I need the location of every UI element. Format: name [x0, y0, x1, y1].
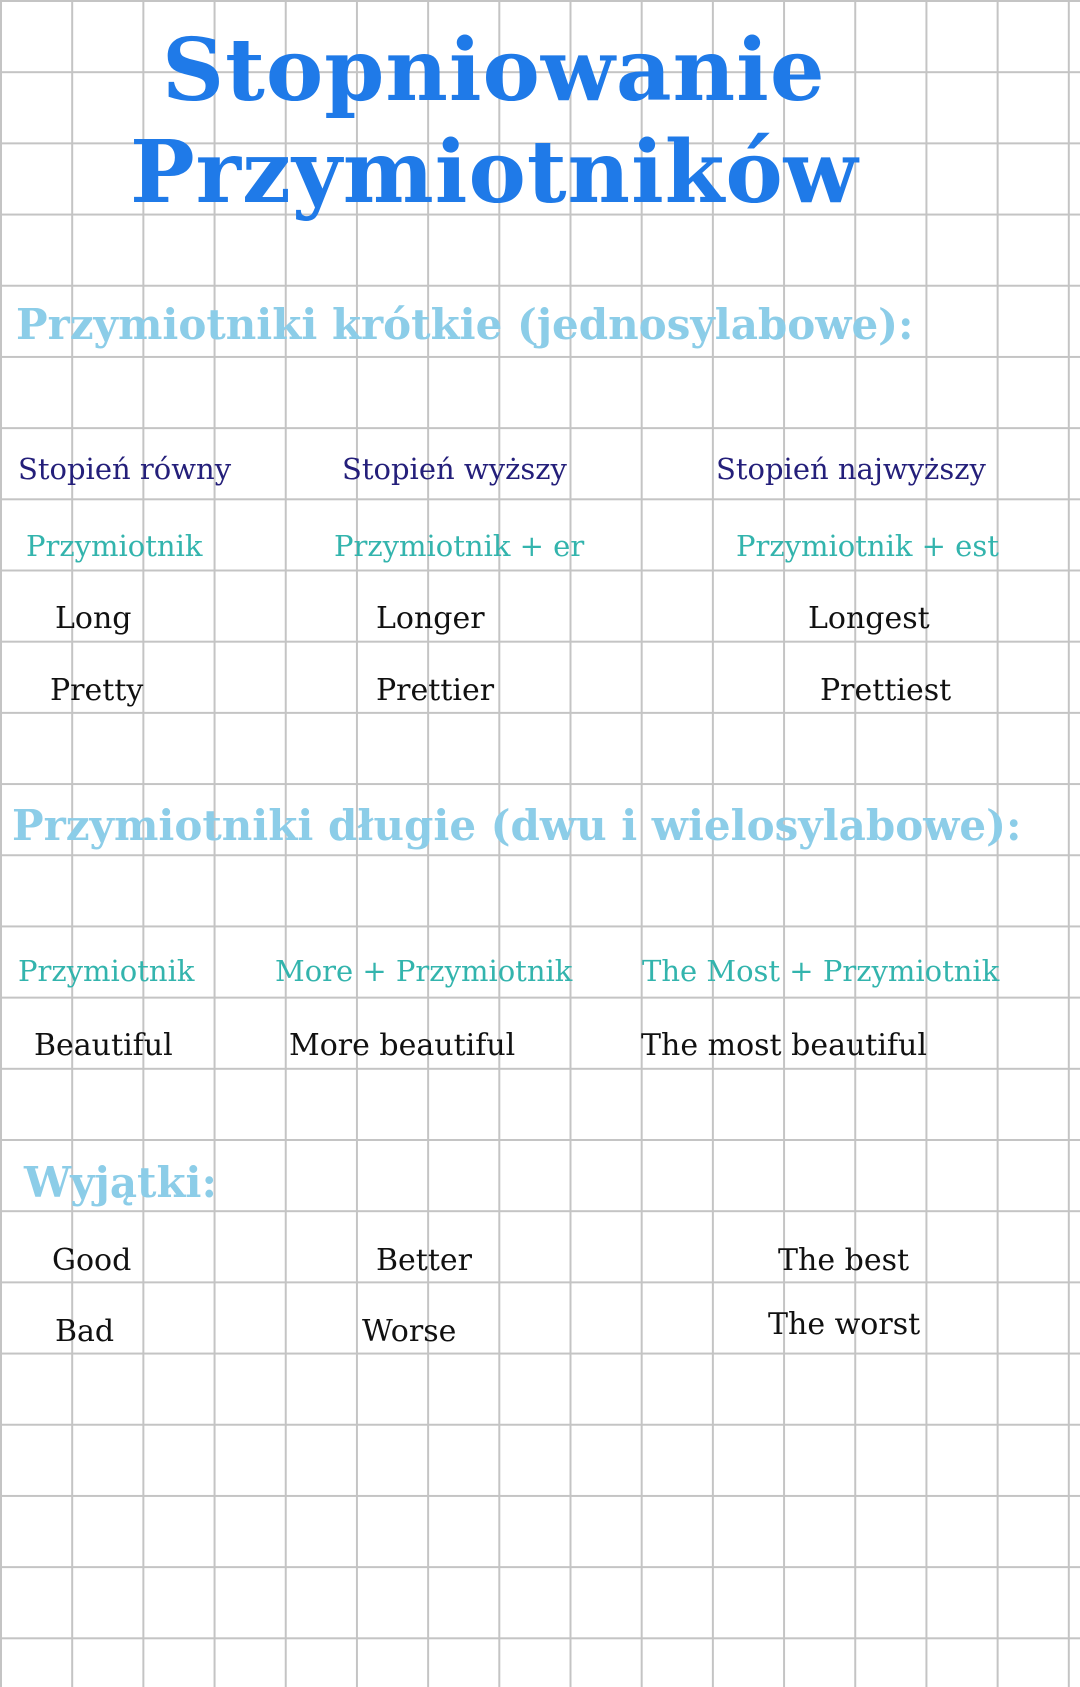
short-word-prettier: Prettier	[376, 673, 495, 708]
short-word-pretty: Pretty	[50, 673, 144, 708]
exception-word-worse: Worse	[362, 1314, 457, 1349]
long-rule-comparative: More + Przymiotnik	[275, 954, 573, 988]
exception-word-the-worst: The worst	[768, 1307, 921, 1342]
short-rule-superlative: Przymiotnik + est	[736, 529, 999, 563]
column-heading-comparative: Stopień wyższy	[342, 452, 567, 486]
short-rule-comparative: Przymiotnik + er	[334, 529, 585, 563]
short-word-prettiest: Prettiest	[820, 673, 952, 708]
page-title-line-2: Przymiotników	[130, 122, 859, 223]
long-rule-superlative: The Most + Przymiotnik	[642, 954, 1000, 988]
exceptions-heading: Wyjątki:	[24, 1158, 218, 1207]
short-rule-positive: Przymiotnik	[26, 529, 203, 563]
long-rule-positive: Przymiotnik	[18, 954, 195, 988]
long-word-most-beautiful: The most beautiful	[641, 1028, 927, 1063]
exception-word-better: Better	[376, 1243, 473, 1278]
column-heading-positive: Stopień równy	[18, 452, 232, 486]
long-word-beautiful: Beautiful	[34, 1028, 173, 1063]
short-word-longest: Longest	[808, 601, 930, 636]
short-word-longer: Longer	[376, 601, 485, 636]
long-adjectives-heading: Przymiotniki długie (dwu i wielosylabowe):	[12, 801, 1022, 850]
exception-word-the-best: The best	[778, 1243, 910, 1278]
long-word-more-beautiful: More beautiful	[289, 1028, 516, 1063]
short-adjectives-heading: Przymiotniki krótkie (jednosylabowe):	[16, 300, 914, 349]
exception-word-good: Good	[52, 1243, 132, 1278]
column-heading-superlative: Stopień najwyższy	[716, 452, 986, 486]
page-title-line-1: Stopniowanie	[162, 20, 826, 121]
short-word-long: Long	[55, 601, 132, 636]
exception-word-bad: Bad	[55, 1314, 115, 1349]
